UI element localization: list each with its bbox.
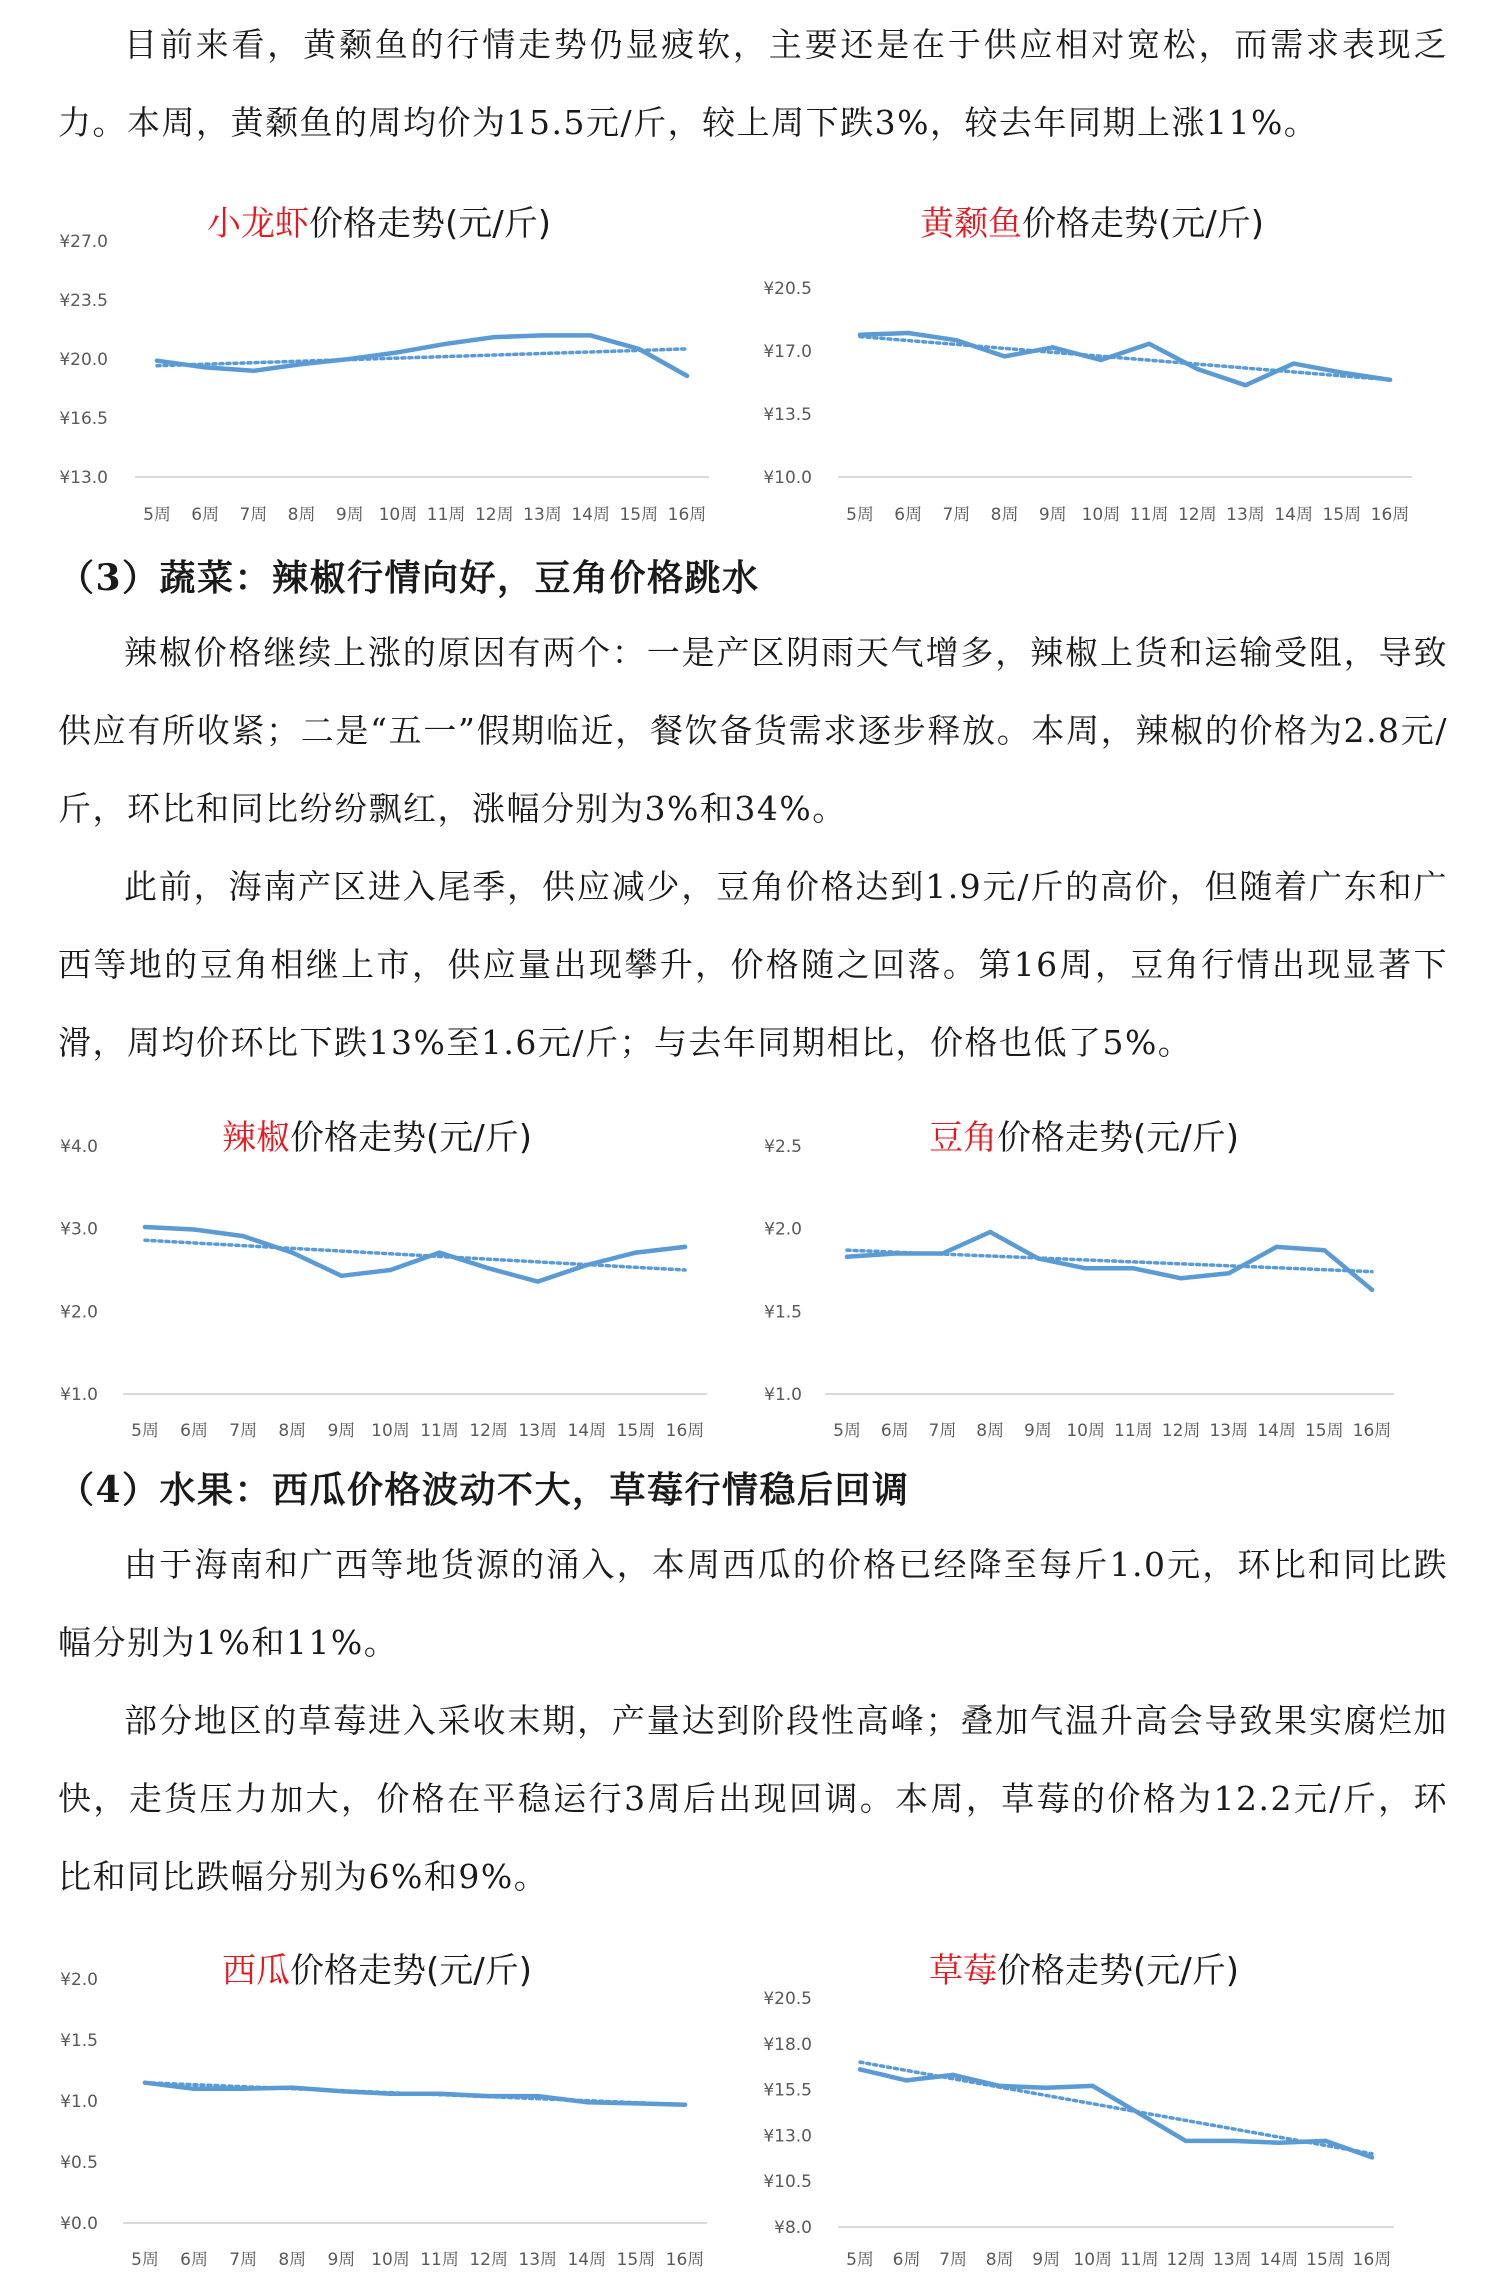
x-tick-label: 9周 [335,505,364,525]
y-tick-label: ¥17.0 [763,342,812,362]
y-tick-label: ¥27.0 [59,232,108,252]
x-tick-label: 5周 [131,2250,159,2270]
paragraph-strawberry: 部分地区的草莓进入采收末期，产量达到阶段性高峰；叠加气温升高会导致果实腐烂加快，走货压力加大，价格在平稳运行3周后出现回调。本周，草莓的价格为12.2元/斤，环比和同比跌幅分别为6%和9%。 [58,1701,1448,1896]
x-tick-label: 12周 [469,2250,508,2270]
x-tick-label: 7周 [942,505,971,525]
y-tick-label: ¥1.5 [764,1302,802,1323]
x-tick-label: 8周 [278,1421,307,1441]
x-tick-label: 14周 [1259,2250,1299,2270]
y-tick-label: ¥2.0 [60,1302,98,1323]
x-tick-label: 13周 [523,505,562,525]
y-tick-label: ¥2.5 [764,1137,802,1157]
x-tick-label: 8周 [985,2250,1014,2270]
x-tick-label: 9周 [1038,505,1067,525]
x-tick-label: 14周 [1274,505,1313,525]
chart-title-highlight: 西瓜 [222,1951,290,1991]
y-tick-label: ¥8.0 [774,2218,812,2238]
x-tick-label: 8周 [990,505,1019,525]
x-tick-label: 9周 [1032,2250,1061,2270]
y-tick-label: ¥13.0 [763,2126,812,2147]
y-tick-label: ¥0.0 [60,2214,98,2234]
x-tick-label: 12周 [469,1421,508,1441]
y-tick-label: ¥4.0 [60,1137,98,1157]
y-tick-label: ¥3.0 [60,1219,98,1240]
y-tick-label: ¥1.0 [60,1385,98,1405]
y-tick-label: ¥13.0 [59,468,108,488]
section-heading-fruits: （4）水果：西瓜价格波动不大，草莓行情稳后回调 [58,1469,910,1511]
x-tick-label: 11周 [1129,505,1169,525]
x-tick-label: 9周 [327,2250,356,2270]
chart-title-rest: 价格走势(元/斤) [997,1951,1239,1991]
y-tick-label: ¥10.5 [763,2172,812,2193]
y-tick-label: ¥20.5 [763,279,812,299]
x-tick-label: 6周 [180,1421,209,1441]
x-tick-label: 16周 [1352,1421,1392,1441]
x-tick-label: 6周 [880,1421,909,1441]
x-tick-label: 15周 [616,1421,656,1441]
paragraph-yellow-catfish: 目前来看，黄颡鱼的行情走势仍显疲软，主要还是在于供应相对宽松，而需求表现乏力。本周，黄颡鱼的周均价为15.5元/斤，较上周下跌3%，较去年同期上涨11%。 [58,25,1448,142]
y-tick-label: ¥1.0 [60,2092,98,2112]
x-tick-label: 16周 [665,1421,705,1441]
chart-title-highlight: 豆角 [929,1118,997,1158]
y-tick-label: ¥13.5 [763,405,812,425]
x-tick-label: 5周 [846,505,874,525]
x-tick-label: 6周 [191,505,220,525]
x-tick-label: 8周 [287,505,316,525]
data-point [1137,2111,1141,2115]
data-point [951,2073,955,2077]
x-tick-label: 8周 [278,2250,307,2270]
y-tick-label: ¥16.5 [59,409,108,429]
x-tick-label: 12周 [474,505,514,525]
x-tick-label: 14周 [1257,1421,1296,1441]
chart-title-highlight: 草莓 [929,1951,997,1991]
y-tick-label: ¥10.0 [763,468,812,488]
x-tick-label: 13周 [518,2250,558,2270]
x-tick-label: 6周 [892,2250,921,2270]
chart-title-rest: 价格走势(元/斤) [290,1118,532,1158]
y-tick-label: ¥23.5 [59,291,108,311]
x-tick-label: 7周 [939,2250,968,2270]
x-tick-label: 15周 [1322,505,1362,525]
y-tick-label: ¥20.5 [763,1989,812,2009]
x-tick-label: 16周 [665,2250,705,2270]
data-point [858,2067,862,2071]
chart-title-rest: 价格走势(元/斤) [1022,204,1264,244]
x-tick-label: 10周 [371,1421,410,1441]
data-point [1044,2086,1048,2090]
data-point [1277,2141,1281,2145]
x-tick-label: 13周 [518,1421,558,1441]
x-tick-label: 7周 [229,1421,258,1441]
x-tick-label: 6周 [894,505,923,525]
chart-title-highlight: 小龙虾 [207,204,309,244]
section-heading-vegetables: （3）蔬菜：辣椒行情向好，豆角价格跳水 [58,557,760,599]
x-tick-label: 16周 [1370,505,1410,525]
x-tick-label: 11周 [426,505,466,525]
data-point [997,2084,1001,2088]
x-tick-label: 13周 [1226,505,1265,525]
data-point [1230,2139,1234,2143]
y-tick-label: ¥2.0 [764,1219,802,1240]
paragraph-chili: 辣椒价格继续上涨的原因有两个：一是产区阴雨天气增多，辣椒上货和运输受阻，导致供应有所收紧；二是“五一”假期临近，餐饮备货需求逐步释放。本周，辣椒的价格为2.8元/斤，环比和同比纷纷飘红，涨幅分别为3%和34%。 [58,633,1448,828]
chart-title-rest: 价格走势(元/斤) [997,1118,1239,1158]
y-tick-label: ¥2.0 [60,1970,98,1990]
x-tick-label: 12周 [1177,505,1217,525]
x-tick-label: 7周 [239,505,268,525]
x-tick-label: 11周 [1114,1421,1153,1441]
x-tick-label: 13周 [1209,1421,1249,1441]
x-tick-label: 10周 [371,2250,410,2270]
x-tick-label: 16周 [1352,2250,1392,2270]
data-point [1370,2155,1374,2159]
x-tick-label: 9周 [327,1421,356,1441]
x-tick-label: 11周 [1119,2250,1159,2270]
x-tick-label: 15周 [616,2250,656,2270]
x-tick-label: 5周 [833,1421,861,1441]
x-tick-label: 15周 [1304,1421,1344,1441]
chart-title-rest: 价格走势(元/斤) [309,204,551,244]
x-tick-label: 12周 [1166,2250,1206,2270]
data-point [1184,2139,1188,2143]
y-tick-label: ¥15.5 [763,2080,812,2101]
x-tick-label: 14周 [567,1421,607,1441]
x-tick-label: 14周 [571,505,610,525]
x-tick-label: 5周 [131,1421,159,1441]
x-tick-label: 7周 [229,2250,258,2270]
x-tick-label: 11周 [420,2250,459,2270]
chart-title-highlight: 辣椒 [222,1118,290,1158]
x-tick-label: 8周 [976,1421,1005,1441]
y-tick-label: ¥18.0 [763,2034,812,2055]
data-point [1091,2084,1095,2088]
x-tick-label: 12周 [1161,1421,1201,1441]
x-tick-label: 15周 [619,505,659,525]
x-tick-label: 10周 [378,505,418,525]
x-tick-label: 15周 [1306,2250,1345,2270]
x-tick-label: 13周 [1213,2250,1252,2270]
x-tick-label: 11周 [420,1421,459,1441]
x-tick-label: 16周 [667,505,707,525]
paragraph-watermelon: 由于海南和广西等地货源的涌入，本周西瓜的价格已经降至每斤1.0元，环比和同比跌幅分别为1%和11%。 [58,1545,1448,1662]
x-tick-label: 5周 [143,505,171,525]
series-line [860,2069,1372,2157]
x-tick-label: 10周 [1081,505,1121,525]
chart-title-highlight: 黄颡鱼 [920,204,1022,244]
y-tick-label: ¥20.0 [59,350,108,370]
x-tick-label: 10周 [1073,2250,1113,2270]
y-tick-label: ¥1.0 [764,1385,802,1405]
x-tick-label: 9周 [1023,1421,1052,1441]
x-tick-label: 5周 [846,2250,874,2270]
chart-title-rest: 价格走势(元/斤) [290,1951,532,1991]
x-tick-label: 7周 [928,1421,957,1441]
x-tick-label: 6周 [180,2250,209,2270]
paragraph-beans: 此前，海南产区进入尾季，供应减少，豆角价格达到1.9元/斤的高价，但随着广东和广西等地的豆角相继上市，供应量出现攀升，价格随之回落。第16周，豆角行情出现显著下滑，周均价环比下跌13%至1.6元/斤；与去年同期相比，价格也低了5%。 [58,867,1448,1062]
data-point [1323,2139,1327,2143]
x-tick-label: 10周 [1066,1421,1105,1441]
y-tick-label: ¥0.5 [60,2153,98,2173]
data-point [904,2078,908,2082]
x-tick-label: 14周 [567,2250,607,2270]
y-tick-label: ¥1.5 [60,2031,98,2051]
